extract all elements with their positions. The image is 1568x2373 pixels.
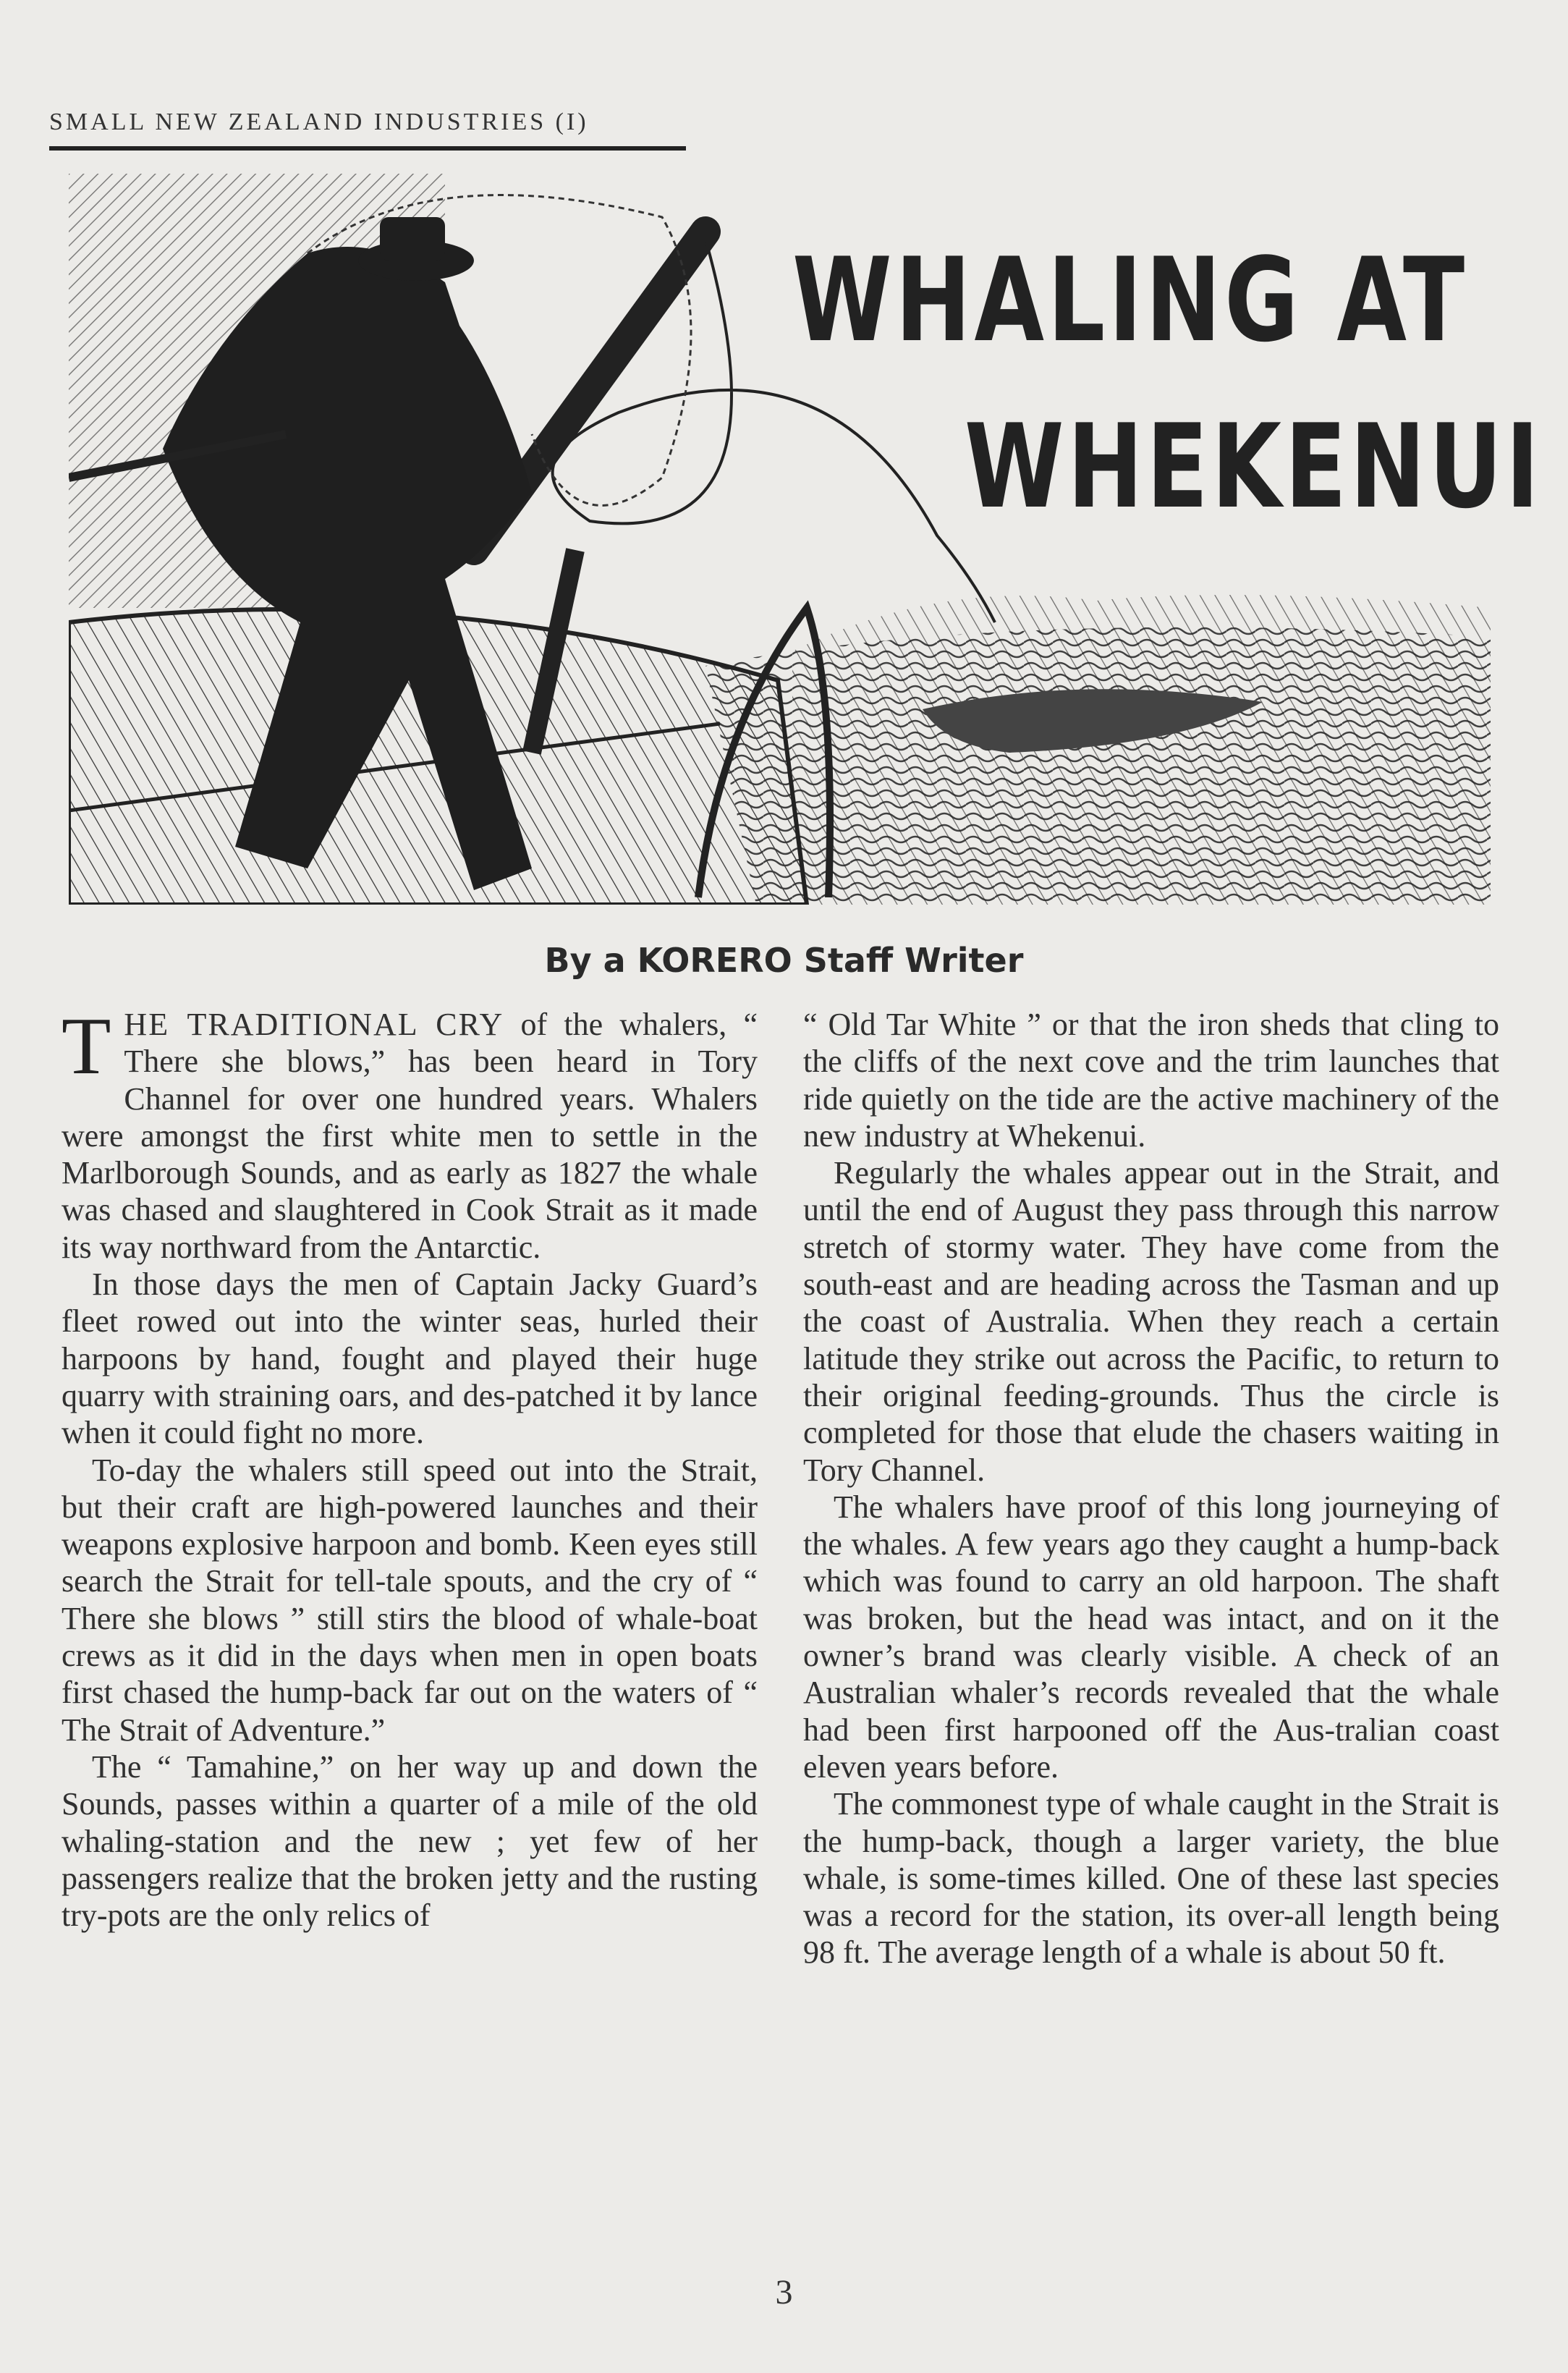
column-right: [803, 1006, 1499, 1971]
lead-in: HE TRADITIONAL CRY: [124, 1007, 504, 1042]
paragraph-2: In those days the men of Captain Jacky Guard’s fleet rowed out into the winter seas, hurled their harpoons by hand, fought and played their huge quarry with straining oars, and des-patched it by lance when it could fight no more.: [62, 1266, 758, 1451]
byline: By a KORERO Staff Writer: [544, 941, 1024, 980]
paragraph-7: The whalers have proof of this long journeying of the whales. A few years ago they caught a hump-back which was found to carry an old harpoon. The shaft was broken, but the head was intact, and on it the owner’s brand was clearly visible. A check of an Australian whaler’s records revealed that the whale had been first harpooned off the Aus-tralian coast eleven years before.: [803, 1489, 1499, 1785]
page-number: 3: [775, 2273, 793, 2311]
running-head: SMALL NEW ZEALAND INDUSTRIES (I): [49, 109, 589, 135]
paragraph-6: Regularly the whales appear out in the Strait, and until the end of August they pass through this narrow stretch of stormy water. They have come from the south-east and are heading across the Tasman and up the coast of Australia. When they reach a certain latitude they strike out across the Pacific, to return to their original feeding-grounds. Thus the circle is completed for those that elude the chasers waiting in Tory Channel.: [803, 1155, 1499, 1488]
drop-cap: T: [62, 1002, 111, 1091]
paragraph-5: “ Old Tar White ” or that the iron sheds that cling to the cliffs of the next cove and the trim launches that ride quietly on the tide are the active machinery of the new industry at Whekenui.: [803, 1007, 1499, 1154]
paragraph-4: The “ Tamahine,” on her way up and down the Sounds, passes within a quarter of a mile of the old whaling-station and the new ; yet few of her passengers realize that the broken jetty and the rusting try-pots are the only relics of: [62, 1748, 758, 1934]
article-title: [792, 217, 1543, 550]
title-line-2: WHEKENUI: [964, 399, 1543, 534]
paragraph-1-text: of the whalers, “ There she blows,” has been heard in Tory Channel for over one hundred years. Whalers were amongst the first white men to settle in the Marlborough Sounds, and as early as 1827 the whale was chased and slaughtered in Cook Strait as it made its way northward from the Antarctic.: [62, 1007, 758, 1265]
paragraph-3: To-day the whalers still speed out into the Strait, but their craft are high-powered launches and their weapons explosive harpoon and bomb. Keen eyes still search the Strait for tell-tale spouts, and the cry of “ There she blows ” still stirs the blood of whale-boat crews as it did in the days when men in open boats first chased the hump-back far out on the waters of “ The Strait of Adventure.”: [62, 1452, 758, 1748]
paragraph-1: [62, 1002, 758, 1266]
header-rule: [49, 146, 686, 151]
paragraph-8: The commonest type of whale caught in the Strait is the hump-back, though a larger variety, the blue whale, is some-times killed. One of these last species was a record for the station, its over-all length being 98 ft. The average length of a whale is about 50 ft.: [803, 1786, 1499, 1971]
column-left: [62, 1002, 758, 1934]
title-line-1: WHALING AT: [792, 232, 1468, 368]
